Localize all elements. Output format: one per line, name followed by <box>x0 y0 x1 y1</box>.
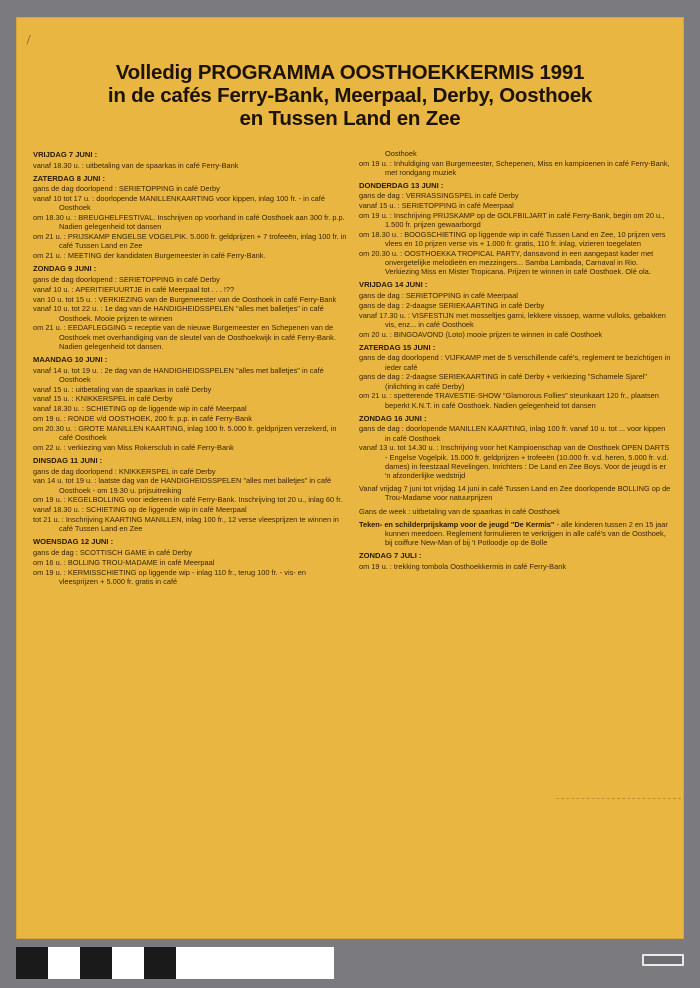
program-entry: vanaf 15 u. : uitbetaling van de spaarkas in café Derby <box>33 384 212 394</box>
program-columns <box>33 147 673 590</box>
special-announcement <box>359 484 673 502</box>
program-entry: gans de dag : doorlopende MANILLEN KAARTING, inlag 100 fr. vanaf 10 u. tot ... voor kippen in café Oosthoek <box>359 424 666 443</box>
day-heading: ZATERDAG 15 JUNI : <box>359 342 436 352</box>
day-heading: ZONDAG 7 JULI : <box>359 551 422 561</box>
scale-block-black <box>144 947 176 979</box>
day-heading: ZONDAG 16 JUNI : <box>359 413 427 423</box>
program-entry: om 19 u. : KERMISSCHIETING op liggende wip - inlag 110 fr., terug 100 fr. - vis- en vleesprijzen + 5.000 fr. gratis in café <box>33 567 307 586</box>
kermis-poster <box>16 17 684 939</box>
program-entry: vanaf 17.30 u. : VISFESTIJN met mosseltjes garni, lekkere vissoep, warme vulloks, gebakken vis, enz... in café Oosthoek <box>359 310 666 329</box>
program-entry: vanaf 10 u. tot 22 u. : 1e dag van de HANDIGHEIDSSPELEN "alles met balletjes" in café Oosthoek. Mooie prijzen te winnen <box>33 304 324 323</box>
program-entry: om 21 u. : spetterende TRAVESTIE-SHOW "Glamorous Follies" steunkaart 120 fr., plaatsen beperkt K.N.T. in café Oosthoek. Nadien gelegenheid tot dansen <box>359 391 659 410</box>
program-entry: vanaf 18.30 u. : uitbetaling van de spaarkas in café Ferry-Bank <box>33 160 239 170</box>
announcement-text: - alle kinderen tussen 2 en 15 jaar kunnen meedoen. Reglement formulieren te verkrijgen in alle café's van de Oosthoek, bij coiffure New-Man of bij 't Potloodje op de Bolle <box>385 519 668 548</box>
special-announcements <box>359 484 673 547</box>
program-entry: vanaf 10 tot 17 u. : doorlopende MANILLENKAARTING voor kippen, inlag 100 fr. - in café Oosthoek <box>33 194 325 213</box>
announcement-lead: Teken- en schilderprijskamp voor de jeugd "De Kermis" <box>359 519 555 529</box>
day-section <box>359 280 673 338</box>
program-entry: gans de dag : SERIETOPPING in café Meerpaal <box>359 291 518 300</box>
scale-block-white <box>112 947 144 979</box>
program-entry: gans de dag doorlopend : SERIETOPPING in café Derby <box>33 184 220 194</box>
day-section <box>33 355 347 452</box>
program-entry: vanaf 18.30 u. : SCHIETING op de liggende wip in café Meerpaal <box>33 505 247 515</box>
program-entry: om 21 u. : PRIJSKAMP ENGELSE VOGELPIK. 5.000 fr. geldprijzen + 7 trofeeën, inlag 100 fr. in café Tussen Land en Zee <box>33 232 347 251</box>
program-entry: om 19 u. : RONDE v/d OOSTHOEK, 200 fr. p.p. in café Ferry-Bank <box>33 413 252 423</box>
program-entry: gans de dag doorlopend : KNIKKERSPEL in café Derby <box>33 466 216 476</box>
day-heading: WOENSDAG 12 JUNI : <box>33 537 114 547</box>
program-entry: tot 21 u. : Inschrijving KAARTING MANILLEN, inlag 100 fr., 12 verse vleesprijzen te winnen in café Tussen Land en Zee <box>33 514 339 534</box>
right-column-days <box>359 181 673 481</box>
scale-block-black <box>16 947 48 979</box>
title-line-1: Volledig PROGRAMMA OOSTHOEKKERMIS 1991 <box>115 61 585 84</box>
title-line-3: en Tussen Land en Zee <box>239 107 461 130</box>
program-entry: gans de dag : 2-daagse SERIEKAARTING in café Derby + verkiezing "Schamele Sjarel" (inlichting in café Derby) <box>359 372 647 391</box>
program-entry: vanaf 10 u. : APERITIEFUURTJE in café Meerpaal tot . . . !?? <box>33 284 235 294</box>
program-entry: vanaf 14 u. tot 19 u. : 2e dag van de HANDIGHEIDSSPELEN "alles met balletjes" in café Oosthoek <box>33 365 324 384</box>
day-section <box>359 181 673 277</box>
day-section <box>33 150 347 170</box>
scale-block-black <box>80 947 112 979</box>
program-entry: van 10 u. tot 15 u. : VERKIEZING van de Burgemeester van de Oosthoek in café Ferry-Bank <box>33 294 337 304</box>
program-entry: om 20.30 u. : OOSTHOEKKA TROPICAL PARTY, dansavond in een aangepast kader met onvergetelijke melodieën en mezzingers... Samba Lambada, Carnaval in Rio. Verkiezing Miss en Mister Tropicana. Prijzen te winnen in café Oosthoek. Olé ola. <box>359 248 654 277</box>
scale-block-white <box>48 947 80 979</box>
day-section <box>359 414 673 480</box>
program-entry: vanaf 18.30 u. : SCHIETING op de liggende wip in café Meerpaal <box>33 404 247 414</box>
program-entry: om 18.30 u. : BOOGSCHIETING op liggende wip in café Tussen Land en Zee, 10 prijzen vers vlees en 10 prijzen verse vis + 1.000 fr. gratis, 110 fr. inlag, vizieren toegelaten <box>359 229 666 248</box>
final-day-section <box>359 551 673 571</box>
program-entry: om 19 u. : Inschrijving PRIJSKAMP op de GOLFBILJART in café Ferry-Bank, begin om 20 u., 1.500 fr. prijzen gewaarborgd <box>359 210 665 229</box>
archive-label-tag <box>642 954 684 966</box>
program-entry: om 21 u. : MEETING der kandidaten Burgemeester in café Ferry-Bank. <box>33 251 266 261</box>
program-entry: vanaf 15 u. : SERIETOPPING in café Meerpaal <box>359 201 514 210</box>
day-heading: VRIJDAG 14 JUNI : <box>359 280 428 290</box>
day-section <box>33 537 347 586</box>
day-heading: MAANDAG 10 JUNI : <box>33 354 108 364</box>
program-entry: gans de dag doorlopend : VIJFKAMP met de 5 verschillende café's, reglement te bezichtigen in ieder café <box>359 353 671 372</box>
announcement-text: Vanaf vrijdag 7 juni tot vrijdag 14 juni in café Tussen Land en Zee doorlopende BOLLING op de Trou-Madame voor natuurprijzen <box>359 484 671 503</box>
program-entry: om 19 u. : KEGELBOLLING voor iedereen in café Ferry-Bank. Inschrijving tot 20 u., inlag 60 fr. <box>33 495 343 505</box>
program-entry: om 20 u. : BINGOAVOND (Loto) mooie prijzen te winnen in café Oosthoek <box>359 329 603 339</box>
program-entry: gans de dag : VERRASSINGSPEL in café Derby <box>359 191 519 201</box>
scale-block-wide <box>176 947 334 979</box>
right-column <box>359 147 673 590</box>
program-entry: van 14 u. tot 19 u. : laatste dag van de HANDIGHEIDSSPELEN "alles met balletjes" in café Oosthoek - om 19.30 u. prijsuitreiking <box>33 476 332 495</box>
left-column <box>33 147 347 590</box>
pen-mark <box>26 35 32 45</box>
program-entry: om 20.30 u. : GROTE MANILLEN KAARTING, inlag 100 fr. 5.000 fr. geldprijzen verzekerd, in café Oosthoek <box>33 423 337 442</box>
program-entry: gans de dag doorlopend : SERIETOPPING in café Derby <box>33 274 220 284</box>
program-entry: vanaf 13 u. tot 14.30 u. : Inschrijving voor het Kampioenschap van de Oosthoek OPEN DARTS - Engelse Vogelpik. 15.000 fr. geldprijzen + trofeeën (10.000 fr. v.d. heren, 5.000 fr. v.d. dames) in feestzaal Revelingen. Inrichters : De Land en Zee Boys. Voor de jeugd is er 'n afzonderlijke wedstrijd <box>359 443 670 480</box>
program-entry: om 18.30 u. : BREUGHELFESTIVAL. Inschrijven op voorhand in café Oosthoek aan 300 fr. p.p. Nadien gelegenheid tot dansen <box>33 213 345 232</box>
title-line-2: in de cafés Ferry-Bank, Meerpaal, Derby, Oosthoek <box>107 84 593 107</box>
day-heading: VRIJDAG 7 JUNI : <box>33 150 98 159</box>
faint-divider <box>556 798 681 801</box>
day-section <box>359 343 673 410</box>
day-section <box>33 264 347 351</box>
program-entry: om 19 u. : Inhuldiging van Burgemeester, Schepenen, Miss en kampioenen in café Ferry-Bank, met rondgang muziek <box>359 159 670 178</box>
special-announcement <box>359 520 673 548</box>
program-entry: om 22 u. : verkiezing van Miss Rokersclub in café Ferry-Bank <box>33 442 234 452</box>
day-heading: ZATERDAG 8 JUNI : <box>33 173 106 183</box>
day-heading: DINSDAG 11 JUNI : <box>33 455 103 465</box>
program-entry: om 19 u. : trekking tombola Oosthoekkermis in café Ferry-Bank <box>359 562 567 572</box>
program-entry: om 21 u. : EEDAFLEGGING = receptie van de nieuwe Burgemeester en Schepenen van de Oosthoek met overhandiging van de sleutel van de Oosthoekwijk in café Ferry-Bank. Nadien gelegenheid tot dansen. <box>33 323 336 351</box>
announcement-text: Gans de week : uitbetaling van de spaarkas in café Oosthoek <box>359 506 560 516</box>
day-section <box>33 456 347 533</box>
poster-title <box>16 61 684 130</box>
program-entry: om 16 u. : BOLLING TROU-MADAME in café Meerpaal <box>33 557 215 567</box>
program-entry: gans de dag : 2-daagse SERIEKAARTING in café Derby <box>359 300 545 310</box>
continued-text: Oosthoek <box>385 149 417 158</box>
day-section <box>33 174 347 261</box>
color-scale-bar <box>16 947 334 979</box>
day-heading: DONDERDAG 13 JUNI : <box>359 180 444 190</box>
special-announcement <box>359 507 673 516</box>
program-entry: gans de dag : SCOTTISCH GAME in café Derby <box>33 547 192 557</box>
day-heading: ZONDAG 9 JUNI : <box>33 264 97 274</box>
program-entry: vanaf 15 u. : KNIKKERSPEL in café Derby <box>33 394 173 404</box>
